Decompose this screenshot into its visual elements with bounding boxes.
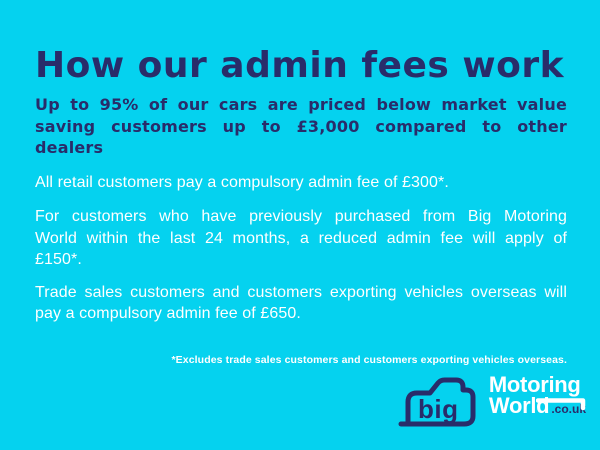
subtitle-line: dealers: [35, 138, 104, 157]
big-car-icon: [398, 372, 484, 430]
logo-couk-text: .co.uk: [551, 402, 586, 416]
logo-world-text: World: [488, 393, 550, 418]
paragraph-retail-admin-fee: [35, 172, 567, 194]
paragraph-line: World within the last 24 months, a reduced admin fee will apply of: [35, 229, 567, 247]
page-title: How our admin fees work: [35, 45, 565, 86]
logo-g-tail-decoration: [536, 398, 588, 411]
logo-motoring-text: Motoring: [488, 372, 581, 397]
subtitle-line: saving customers up to £3,000 compared to other: [35, 116, 567, 136]
logo-wordmark: [489, 374, 586, 420]
paragraph-returning-customer-fee: [35, 206, 567, 271]
subtitle: [35, 94, 567, 159]
big-motoring-world-logo: [398, 372, 586, 430]
subtitle-line: Up to 95% of our cars are priced below market value: [35, 95, 567, 114]
logo-big-text: big: [417, 394, 459, 424]
footnote-exclusions: *Excludes trade sales customers and customers exporting vehicles overseas.: [171, 353, 567, 366]
paragraph-line: Trade sales customers and customers exporting vehicles overseas will: [35, 283, 567, 301]
paragraph-line: £150*.: [35, 251, 82, 268]
paragraph-line: All retail customers pay a compulsory admin fee of £300*.: [35, 173, 449, 191]
paragraph-line: For customers who have previously purchased from Big Motoring: [35, 208, 567, 225]
paragraph-line: pay a compulsory admin fee of £650.: [35, 305, 301, 322]
paragraph-trade-sales-fee: [35, 282, 567, 325]
